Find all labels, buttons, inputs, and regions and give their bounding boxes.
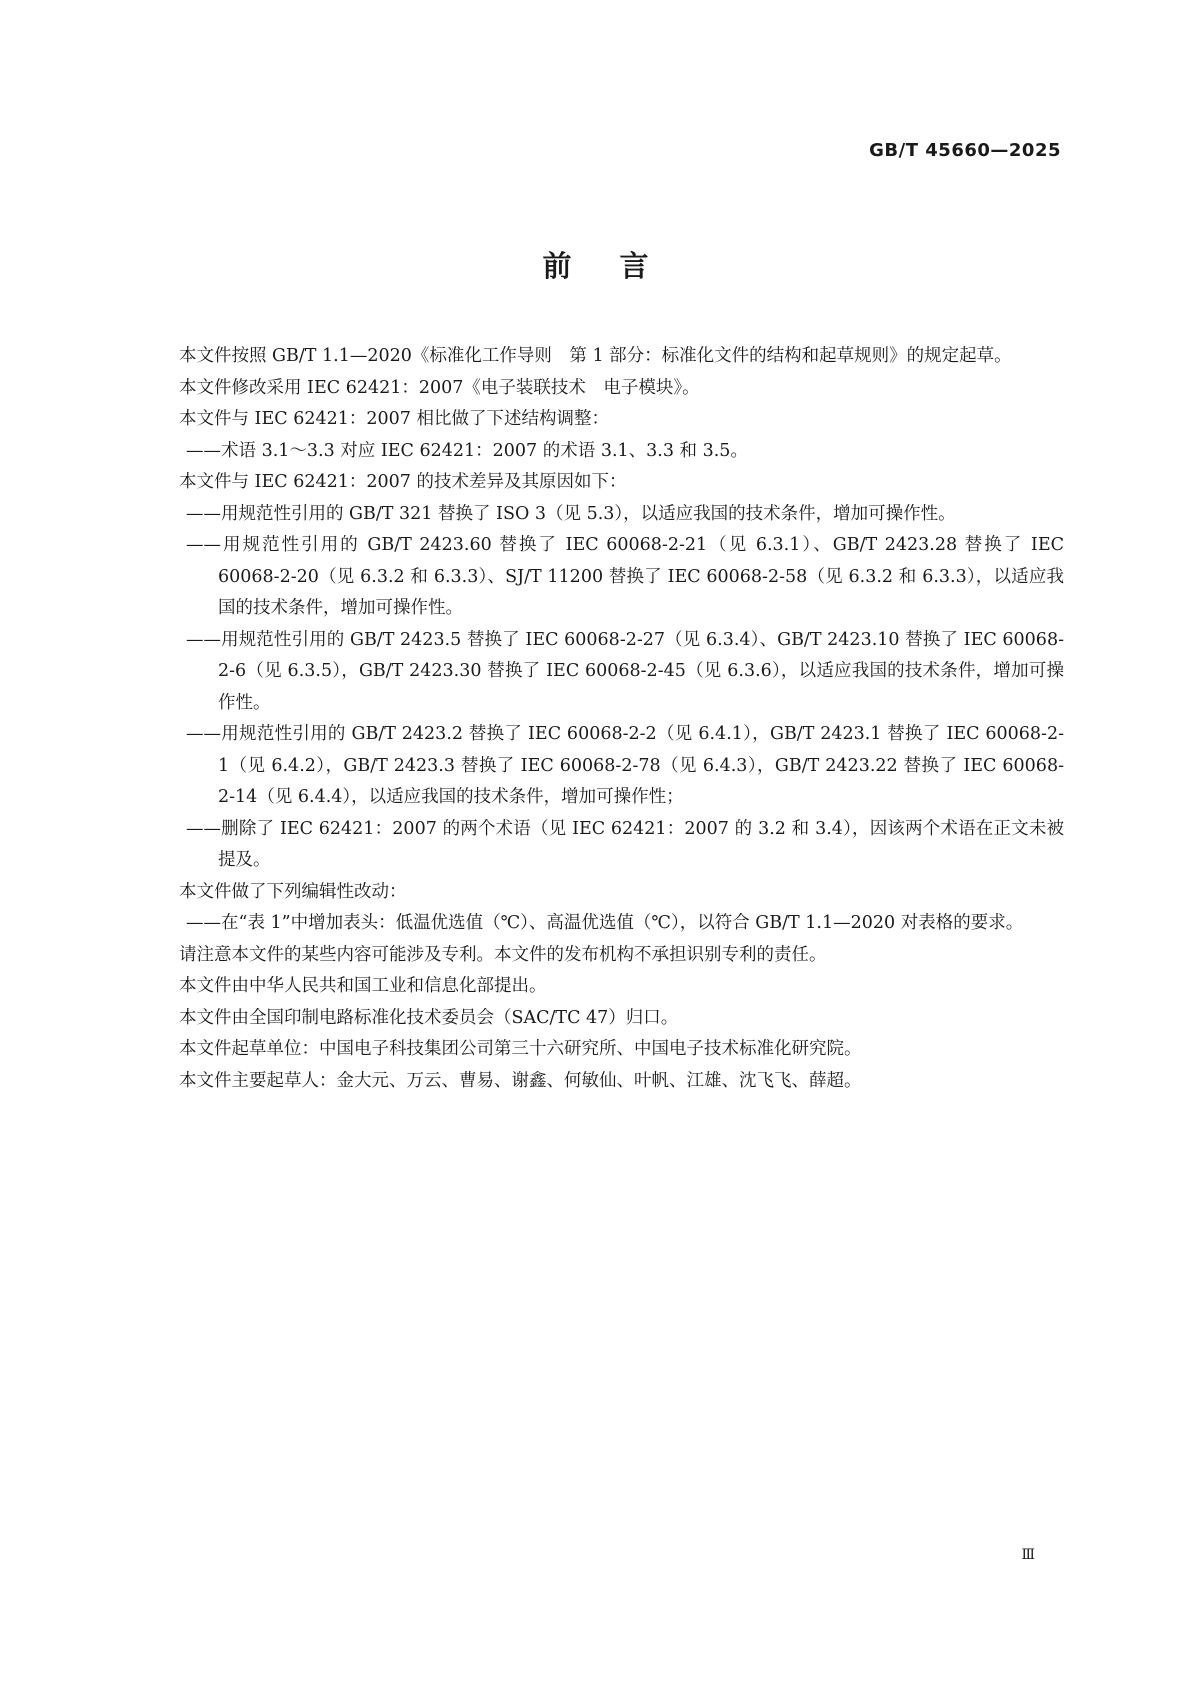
paragraph-editorial-intro: 本文件做了下列编辑性改动： <box>179 881 407 902</box>
paragraph-committee: 本文件由全国印制电路标准化技术委员会（SAC/TC 47）归口。 <box>179 1007 679 1028</box>
page-title: 前言 <box>542 249 697 283</box>
list-item: ——用规范性引用的 GB/T 2423.5 替换了 IEC 60068-2-27（见 6.3.4）、GB/T 2423.10 替换了 IEC 60068-2-6（见 6.3.5），GB/T 2423.30 替换了 IEC 60068-2-45（见 6.3.6），以适应我国的技术条件，增加可操作性。 <box>186 629 1064 713</box>
document-body <box>144 341 1064 1097</box>
list-item: ——用规范性引用的 GB/T 2423.2 替换了 IEC 60068-2-2（见 6.4.1），GB/T 2423.1 替换了 IEC 60068-2-1（见 6.4.2），GB/T 2423.3 替换了 IEC 60068-2-78（见 6.4.3），GB/T 2423.22 替换了 IEC 60068-2-14（见 6.4.4），以适应我国的技术条件，增加可操作性； <box>186 724 1064 807</box>
paragraph-drafting-units: 本文件起草单位：中国电子科技集团公司第三十六研究所、中国电子技术标准化研究院。 <box>179 1039 862 1059</box>
page-number: Ⅲ <box>1021 1547 1035 1563</box>
paragraph-technical-intro: 本文件与 IEC 62421：2007 的技术差异及其原因如下： <box>179 472 627 492</box>
list-item: ——术语 3.1～3.3 对应 IEC 62421：2007 的术语 3.1、3.3 和 3.5。 <box>186 440 748 461</box>
paragraph-structure-intro: 本文件与 IEC 62421：2007 相比做了下述结构调整： <box>179 409 609 429</box>
paragraph-proposer: 本文件由中华人民共和国工业和信息化部提出。 <box>179 976 547 996</box>
paragraph-patent-notice: 请注意本文件的某些内容可能涉及专利。本文件的发布机构不承担识别专利的责任。 <box>179 944 827 965</box>
paragraph-drafters: 本文件主要起草人：金大元、万云、曹易、谢鑫、何敏仙、叶帆、江雄、沈飞飞、薛超。 <box>179 1070 862 1091</box>
standard-number: GB/T 45660—2025 <box>869 140 1061 161</box>
paragraph-adoption: 本文件修改采用 IEC 62421：2007《电子装联技术 电子模块》。 <box>179 377 700 398</box>
list-item: ——用规范性引用的 GB/T 2423.60 替换了 IEC 60068-2-21（见 6.3.1）、GB/T 2423.28 替换了 IEC 60068-2-20（见 6.3.2 和 6.3.3）、SJ/T 11200 替换了 IEC 60068-2-58（见 6.3.2 和 6.3.3），以适应我国的技术条件，增加可操作性。 <box>186 535 1064 618</box>
paragraph-drafting-rules: 本文件按照 GB/T 1.1—2020《标准化工作导则 第 1 部分：标准化文件的结构和起草规则》的规定起草。 <box>179 346 1012 366</box>
list-item: ——用规范性引用的 GB/T 321 替换了 ISO 3（见 5.3），以适应我国的技术条件，增加可操作性。 <box>186 503 956 524</box>
list-item: ——删除了 IEC 62421：2007 的两个术语（见 IEC 62421：2007 的 3.2 和 3.4），因该两个术语在正文未被提及。 <box>186 818 1064 870</box>
list-item: ——在“表 1”中增加表头：低温优选值（℃）、高温优选值（℃），以符合 GB/T 1.1—2020 对表格的要求。 <box>186 913 1024 933</box>
